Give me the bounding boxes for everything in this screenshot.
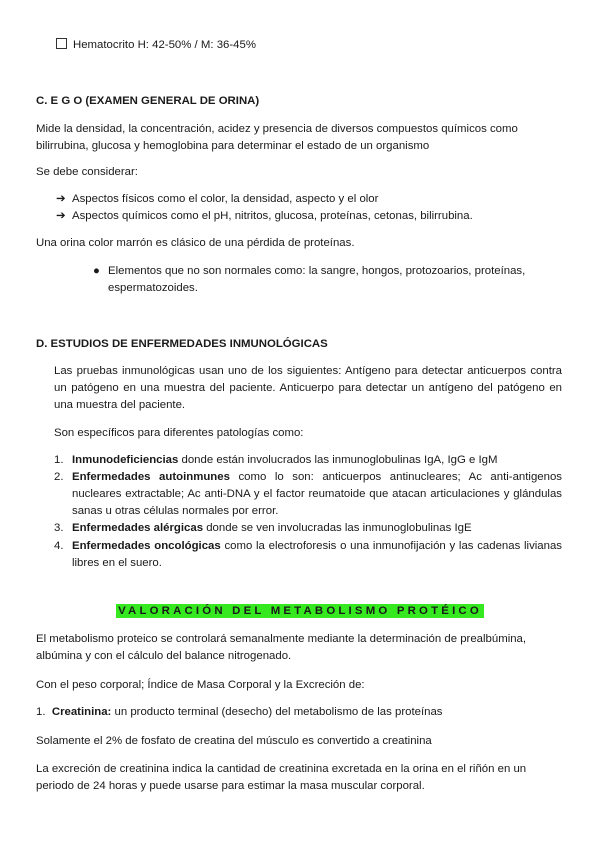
creatinina-label: Creatinina: (51, 706, 112, 718)
arrow-item-text: Aspectos físicos como el color, la densidad, aspecto y el olor (72, 193, 379, 205)
metabolismo-heading-row (0, 603, 600, 620)
section-c-intro (36, 121, 576, 155)
list-item-text: donde se ven involucradas las inmunoglobulinas IgE (203, 522, 472, 535)
arrow-list-item (56, 208, 576, 225)
bullet-item-line2: espermatozoides. (108, 282, 198, 295)
metabolismo-para4-line2: periodo de 24 horas y puede usarse para estimar la masa muscular corporal. (36, 780, 425, 793)
bullet-icon: ● (93, 265, 100, 277)
list-item (54, 452, 562, 469)
list-item-bold: Inmunodeficiencias (72, 454, 179, 466)
arrow-list-item (56, 191, 576, 208)
metabolismo-para1-line2: albúmina y con el cálculo del balance nitrogenado. (36, 650, 292, 663)
arrow-right-icon: ➔ (56, 210, 66, 223)
checkbox-icon (56, 38, 67, 49)
metabolismo-para3: Solamente el 2% de fosfato de creatina del músculo es convertido a creatinina (36, 735, 432, 747)
section-c-intro-line1: Mide la densidad, la concentración, acidez y presencia de diversos compuestos químicos como (36, 123, 518, 135)
list-item-text: como la electroforesis o una inmunofijación y las cadenas livianas libres en el suero. (72, 539, 562, 569)
section-d-numbered-list (54, 452, 562, 572)
orina-note: Una orina color marrón es clásico de una pérdida de proteínas. (36, 237, 355, 249)
metabolismo-para1 (36, 631, 576, 665)
list-item (54, 469, 562, 520)
section-c-bullet-list (90, 263, 570, 297)
list-item-bold: Enfermedades autoinmunes (72, 471, 230, 484)
metabolismo-para2: Con el peso corporal; Índice de Masa Corporal y la Excreción de: (36, 679, 365, 691)
creatinina-item (36, 704, 442, 721)
creatinina-number: 1. (36, 706, 46, 718)
metabolismo-para4 (36, 761, 576, 795)
metabolismo-para1-line1: El metabolismo proteico se controlará semanalmente mediante la determinación de prealbúmina, (36, 633, 527, 645)
list-number: 4. (54, 539, 64, 552)
section-d-heading: D. ESTUDIOS DE ENFERMEDADES INMUNOLÓGICAS (36, 338, 328, 350)
list-item (54, 538, 562, 572)
list-number: 2. (54, 471, 64, 484)
section-d-specific: Son específicos para diferentes patologías como: (54, 427, 304, 439)
section-c-intro-line2: bilirrubina, glucosa y hemoglobina para determinar el estado de un organismo (36, 140, 430, 153)
arrow-right-icon: ➔ (56, 193, 66, 205)
hematocrito-line (56, 37, 256, 54)
section-d-intro: Las pruebas inmunológicas usan uno de los siguientes: Antígeno para detectar anticuerpos contra un patógeno en una muestra del paciente. Anticuerpo para detectar un antígeno del patógeno en una muestra del paciente. (54, 365, 562, 412)
arrow-item-text: Aspectos químicos como el pH, nitritos, glucosa, proteínas, cetonas, bilirrubina. (72, 210, 473, 223)
list-item (54, 520, 562, 537)
section-c-arrow-list (56, 191, 576, 225)
list-number: 3. (54, 522, 64, 535)
list-item-text: como lo son: anticuerpos antinucleares; Ac anti-antigenos nucleares extractable; Ac anti-DNA y el factor reumatoide que atacan articulaciones y glándulas sanas u otras células normales por error. (72, 471, 562, 518)
list-item-bold: Enfermedades oncológicas (72, 539, 221, 552)
hematocrito-text: Hematocrito H: 42-50% / M: 36-45% (73, 39, 256, 51)
section-c-consider: Se debe considerar: (36, 166, 138, 178)
list-item-bold: Enfermedades alérgicas (72, 522, 204, 535)
bullet-item-line1: Elementos que no son normales como: la sangre, hongos, protozoarios, proteínas, (108, 265, 526, 277)
list-number: 1. (54, 454, 64, 466)
list-item-text: donde están involucrados las inmunoglobulinas IgA, IgG e IgM (178, 454, 498, 466)
creatinina-text: un producto terminal (desecho) del metabolismo de las proteínas (111, 706, 443, 718)
section-c-heading: C. E G O (EXAMEN GENERAL DE ORINA) (36, 95, 260, 107)
bullet-list-item (90, 263, 570, 297)
metabolismo-heading: VALORACIÓN DEL METABOLISMO PROTÉICO (118, 605, 482, 617)
metabolismo-para4-line1: La excreción de creatinina indica la cantidad de creatinina excretada en la orina en el riñón en un (36, 763, 527, 775)
